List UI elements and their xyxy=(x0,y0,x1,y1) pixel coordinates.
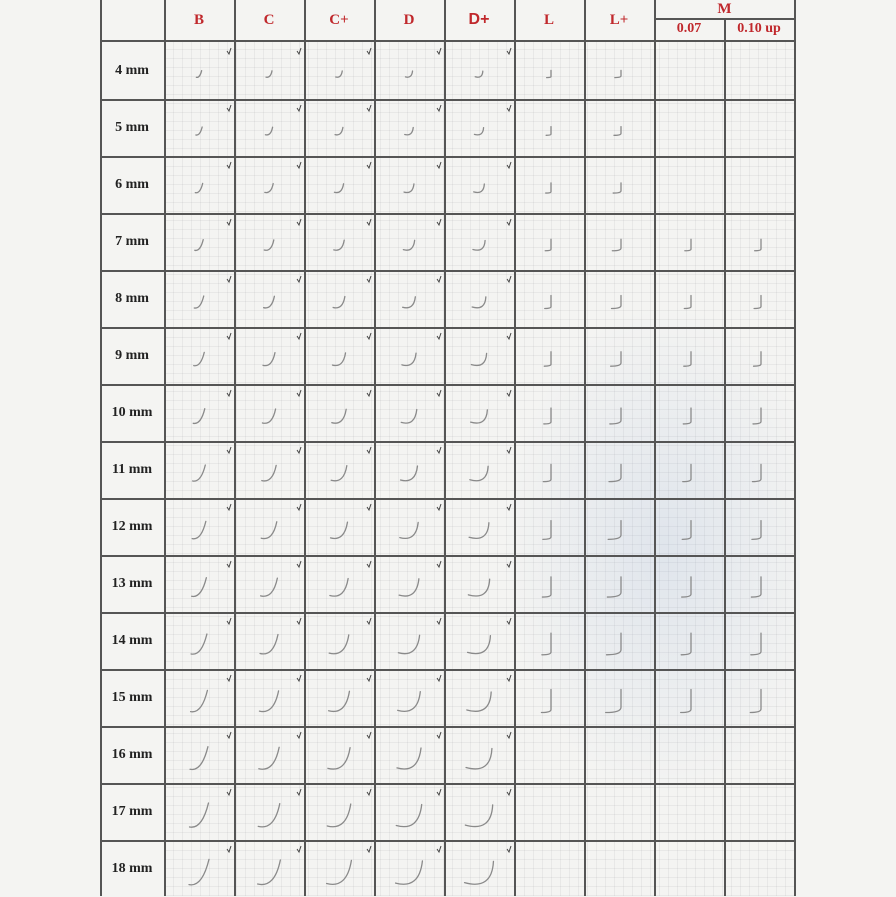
lash-curl-sample xyxy=(754,352,761,366)
lash-curl-sample xyxy=(193,465,206,481)
lash-curl-sample xyxy=(681,689,691,712)
lash-curl-sample xyxy=(194,296,203,308)
check-mark-icon xyxy=(437,846,441,852)
lash-curl-sample xyxy=(266,71,272,77)
lash-curl-sample xyxy=(262,465,276,481)
lash-curl-sample xyxy=(398,635,419,653)
lash-curl-sample xyxy=(475,71,483,77)
lash-curl-sample xyxy=(752,464,761,481)
check-mark-icon xyxy=(507,219,511,225)
check-mark-icon xyxy=(437,390,441,396)
check-mark-icon xyxy=(297,48,301,54)
lash-curl-sample xyxy=(396,804,421,826)
check-mark-icon xyxy=(367,276,371,282)
lash-curl-sample xyxy=(468,579,489,596)
check-mark-icon xyxy=(227,333,231,339)
lash-curl-sample xyxy=(195,240,203,251)
lash-curl-sample xyxy=(189,859,209,884)
lash-curl-sample xyxy=(405,71,412,77)
check-mark-icon xyxy=(437,447,441,453)
lash-curl-sample xyxy=(329,691,350,711)
check-mark-icon xyxy=(297,504,301,510)
row-label-4mm: 4 mm xyxy=(115,62,149,78)
check-mark-icon xyxy=(227,48,231,54)
check-mark-icon xyxy=(507,675,511,681)
lash-curl-sample xyxy=(465,861,494,884)
lash-curl-sample xyxy=(196,127,202,135)
lash-curl-sample xyxy=(327,860,352,884)
lash-curl-sample xyxy=(755,239,761,251)
lash-curl-sample xyxy=(259,691,278,712)
column-header-c: C xyxy=(263,11,275,28)
lash-curl-sample xyxy=(614,127,621,136)
lash-curl-sample xyxy=(399,579,419,596)
lash-curl-sample xyxy=(466,748,492,768)
check-mark-icon xyxy=(367,219,371,225)
lash-curl-sample xyxy=(753,408,761,424)
lash-curl-sample xyxy=(752,521,761,540)
lash-curl-sample xyxy=(259,747,279,769)
lash-curl-sample xyxy=(191,634,207,654)
row-label-12mm: 12 mm xyxy=(111,518,153,534)
lash-curl-sample xyxy=(545,239,551,251)
lash-curl-sample xyxy=(546,183,551,193)
check-mark-icon xyxy=(297,846,301,852)
row-label-6mm: 6 mm xyxy=(115,176,149,192)
check-mark-icon xyxy=(367,561,371,567)
row-label-16mm: 16 mm xyxy=(111,746,153,762)
row-label-5mm: 5 mm xyxy=(115,119,149,135)
lash-curl-sample xyxy=(405,127,413,134)
check-mark-icon xyxy=(437,618,441,624)
lash-curl-sample xyxy=(398,692,421,712)
lash-curl-sample xyxy=(401,466,418,481)
check-mark-icon xyxy=(367,789,371,795)
check-mark-icon xyxy=(437,219,441,225)
check-mark-icon xyxy=(227,789,231,795)
check-mark-icon xyxy=(437,732,441,738)
check-mark-icon xyxy=(507,162,511,168)
check-mark-icon xyxy=(437,162,441,168)
lash-curl-sample xyxy=(546,127,551,136)
check-mark-icon xyxy=(227,504,231,510)
check-mark-icon xyxy=(297,732,301,738)
lash-curl-sample xyxy=(258,860,281,885)
check-mark-icon xyxy=(437,789,441,795)
column-header-l: L xyxy=(543,11,554,28)
check-mark-icon xyxy=(367,390,371,396)
lash-curl-sample xyxy=(684,296,691,309)
lash-curl-sample xyxy=(329,635,349,654)
lash-curl-sample xyxy=(544,352,551,366)
check-mark-icon xyxy=(227,561,231,567)
check-mark-icon xyxy=(367,447,371,453)
row-label-15mm: 15 mm xyxy=(111,689,153,705)
check-mark-icon xyxy=(367,846,371,852)
lash-curl-sample xyxy=(258,804,280,827)
lash-curl-sample xyxy=(263,353,275,366)
lash-curl-sample xyxy=(542,577,551,597)
check-mark-icon xyxy=(227,732,231,738)
check-mark-icon xyxy=(507,276,511,282)
lash-curl-sample xyxy=(472,297,486,308)
check-mark-icon xyxy=(437,675,441,681)
lash-curl-sample xyxy=(261,578,278,596)
check-mark-icon xyxy=(507,390,511,396)
lash-curl-sample xyxy=(194,352,205,365)
lash-curl-sample xyxy=(468,636,491,654)
lash-curl-sample xyxy=(471,410,488,423)
lash-curl-sample xyxy=(191,690,208,711)
lash-curl-sample xyxy=(192,578,207,597)
check-mark-icon xyxy=(297,105,301,111)
check-mark-icon xyxy=(367,675,371,681)
check-mark-icon xyxy=(367,333,371,339)
row-label-13mm: 13 mm xyxy=(111,575,153,591)
check-mark-icon xyxy=(367,48,371,54)
lash-curl-sample xyxy=(265,184,273,193)
lash-curl-sample xyxy=(474,184,485,192)
lash-curl-sample xyxy=(331,522,348,538)
check-mark-icon xyxy=(297,675,301,681)
lash-curl-sample xyxy=(750,689,761,712)
lash-curl-sample xyxy=(193,409,205,424)
lash-curl-sample xyxy=(615,70,621,77)
check-mark-icon xyxy=(297,789,301,795)
lash-curl-sample xyxy=(543,521,551,540)
column-header-d: D xyxy=(403,11,415,28)
lash-curl-sample xyxy=(265,127,272,135)
row-label-7mm: 7 mm xyxy=(115,233,149,249)
lash-curl-sample xyxy=(685,239,691,251)
lash-curl-sample xyxy=(264,296,275,308)
check-mark-icon xyxy=(297,618,301,624)
lash-curl-sample xyxy=(606,689,621,712)
check-mark-icon xyxy=(227,846,231,852)
check-mark-icon xyxy=(507,504,511,510)
row-label-9mm: 9 mm xyxy=(115,347,149,363)
lash-curl-sample xyxy=(682,521,691,540)
lash-curl-sample xyxy=(682,577,691,597)
lash-curl-sample xyxy=(404,184,414,193)
lash-curl-sample xyxy=(190,803,209,827)
check-mark-icon xyxy=(297,390,301,396)
row-label-14mm: 14 mm xyxy=(111,632,153,648)
lash-curl-sample xyxy=(264,240,274,250)
lash-curl-sample xyxy=(683,464,691,481)
lash-curl-sample xyxy=(261,522,277,539)
lash-curl-sample xyxy=(547,70,551,77)
check-mark-icon xyxy=(227,276,231,282)
lash-curl-sample xyxy=(396,861,423,884)
lash-curl-sample xyxy=(469,523,489,539)
column-header-m: M xyxy=(717,1,732,17)
column-header-l-plus: L+ xyxy=(609,11,629,28)
row-label-8mm: 8 mm xyxy=(115,290,149,306)
check-mark-icon xyxy=(227,618,231,624)
check-mark-icon xyxy=(507,732,511,738)
lash-curl-sample xyxy=(473,241,485,251)
lash-curl-sample xyxy=(260,635,278,654)
lash-curl-sample xyxy=(684,352,691,366)
lash-curl-sample xyxy=(262,409,275,423)
check-mark-icon xyxy=(297,333,301,339)
check-mark-icon xyxy=(437,561,441,567)
check-mark-icon xyxy=(367,504,371,510)
lash-curl-sample xyxy=(400,522,418,538)
row-label-10mm: 10 mm xyxy=(111,404,153,420)
lash-curl-sample xyxy=(332,409,346,423)
column-header-d-plus: D+ xyxy=(468,11,490,28)
lash-curl-sample xyxy=(610,408,621,424)
lash-curl-sample xyxy=(403,297,416,308)
lash-curl-sample xyxy=(542,633,551,655)
lash-curl-sample xyxy=(196,71,201,78)
check-mark-icon xyxy=(297,162,301,168)
check-mark-icon xyxy=(297,561,301,567)
lash-curl-sample xyxy=(474,128,483,135)
lash-curl-sample xyxy=(335,127,343,135)
lash-curl-sample xyxy=(543,464,551,481)
row-label-11mm: 11 mm xyxy=(111,461,153,477)
lash-curl-sample xyxy=(402,353,416,365)
lash-curl-sample xyxy=(190,747,208,770)
lash-curl-sample xyxy=(545,296,551,309)
check-mark-icon xyxy=(507,447,511,453)
check-mark-icon xyxy=(297,276,301,282)
lash-curl-sample xyxy=(465,805,492,827)
lash-curl-sample xyxy=(612,239,621,251)
check-mark-icon xyxy=(507,333,511,339)
lash-curl-sample xyxy=(327,804,350,827)
lash-curl-sample xyxy=(397,748,421,769)
lash-curl-sample xyxy=(608,521,621,540)
check-mark-icon xyxy=(507,618,511,624)
check-mark-icon xyxy=(297,219,301,225)
lash-curl-sample xyxy=(471,353,486,365)
lash-curl-sample xyxy=(683,408,691,424)
lash-curl-sample xyxy=(613,183,621,193)
lash-curl-sample xyxy=(470,466,488,480)
lash-curl-sample xyxy=(331,466,347,481)
check-mark-icon xyxy=(437,105,441,111)
lash-curl-sample xyxy=(334,240,344,250)
lash-curl-sample xyxy=(401,410,417,424)
subcolumn-header-m-007: 0.07 xyxy=(676,21,702,36)
lash-curl-sample xyxy=(332,353,345,366)
lash-curl-sample xyxy=(330,578,348,596)
lash-curl-sample xyxy=(192,521,206,538)
lash-curl-sample xyxy=(544,408,551,424)
lash-curl-sample xyxy=(195,183,202,192)
check-mark-icon xyxy=(227,390,231,396)
check-mark-icon xyxy=(227,162,231,168)
lash-curl-sample xyxy=(334,184,343,193)
check-mark-icon xyxy=(507,105,511,111)
check-mark-icon xyxy=(507,48,511,54)
check-mark-icon xyxy=(507,789,511,795)
lash-curl-sample xyxy=(336,71,343,77)
column-header-b: B xyxy=(193,11,204,28)
subcolumn-header-m-010-up: 0.10 up xyxy=(737,21,781,36)
check-mark-icon xyxy=(367,618,371,624)
lash-curl-sample xyxy=(611,352,621,366)
check-mark-icon xyxy=(227,219,231,225)
check-mark-icon xyxy=(227,675,231,681)
check-mark-icon xyxy=(437,333,441,339)
check-mark-icon xyxy=(437,48,441,54)
check-mark-icon xyxy=(297,447,301,453)
row-label-18mm: 18 mm xyxy=(111,860,153,876)
check-mark-icon xyxy=(367,105,371,111)
lash-curl-sample xyxy=(612,296,621,309)
lash-curl-sample xyxy=(607,577,621,597)
column-header-c-plus: C+ xyxy=(329,11,349,28)
lash-curl-sample xyxy=(541,689,551,712)
check-mark-icon xyxy=(367,162,371,168)
lash-curl-sample xyxy=(751,633,761,655)
lash-curl-sample xyxy=(609,464,621,481)
lash-curl-sample xyxy=(751,577,761,597)
check-mark-icon xyxy=(227,447,231,453)
lash-curl-sample xyxy=(681,633,691,655)
lash-curl-sample xyxy=(333,297,345,308)
lash-curl-sample xyxy=(328,748,350,769)
row-label-17mm: 17 mm xyxy=(111,803,153,819)
check-mark-icon xyxy=(367,732,371,738)
check-mark-icon xyxy=(437,276,441,282)
check-mark-icon xyxy=(507,846,511,852)
lash-curl-sample xyxy=(607,633,621,655)
check-mark-icon xyxy=(227,105,231,111)
check-mark-icon xyxy=(437,504,441,510)
lash-curl-sample xyxy=(754,296,761,309)
check-mark-icon xyxy=(507,561,511,567)
lash-curl-sample xyxy=(403,240,414,250)
lash-curl-sample xyxy=(467,692,491,711)
